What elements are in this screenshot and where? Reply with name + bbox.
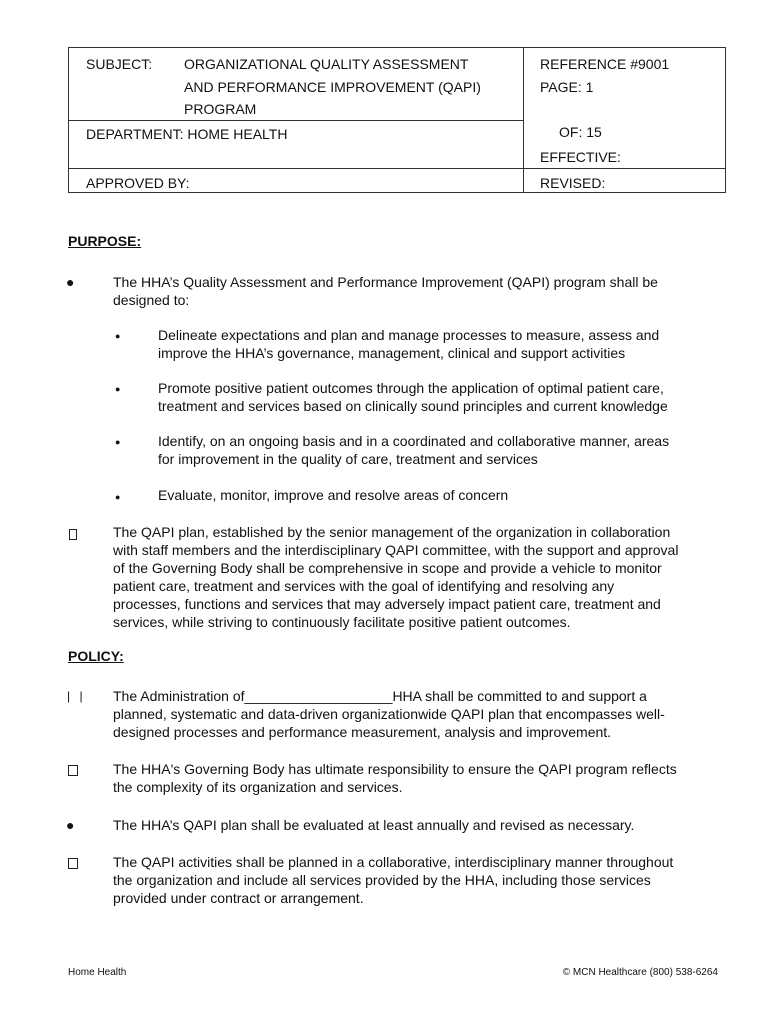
approved-by: APPROVED BY: <box>86 175 190 191</box>
bullet-icon: ● <box>115 331 121 341</box>
checkbox-icon <box>68 762 78 780</box>
header-divider <box>523 48 524 192</box>
text-line: improve the HHA’s governance, management, clinical and support activities <box>158 345 626 361</box>
qapi-plan-paragraph <box>113 523 678 631</box>
checkbox-icon <box>69 526 77 544</box>
purpose-subitem <box>158 326 659 362</box>
bullet-icon: | | <box>67 689 86 703</box>
subject-line: PROGRAM <box>184 101 257 117</box>
policy-item <box>113 816 634 834</box>
effective-date: EFFECTIVE: <box>540 149 621 165</box>
header-rule <box>69 120 523 121</box>
text-line: treatment and services based on clinically sound principles and current knowledge <box>158 398 668 414</box>
bullet-icon: ● <box>66 274 75 290</box>
text-line: Identify, on an ongoing basis and in a coordinated and collaborative manner, areas <box>158 433 670 449</box>
text-line: processes, functions and services that may adversely impact patient care, treatment and <box>113 596 661 612</box>
subject-line: ORGANIZATIONAL QUALITY ASSESSMENT <box>184 56 469 72</box>
text-line: provided under contract or arrangement. <box>113 890 364 906</box>
text-line: Delineate expectations and plan and manage processes to measure, assess and <box>158 327 660 343</box>
footer-right: © MCN Healthcare (800) 538-6264 <box>562 967 718 978</box>
text-line: the organization and include all services provided by the HHA, including those services <box>113 872 651 888</box>
page-count: OF: 15 <box>559 124 602 140</box>
policy-heading: POLICY: <box>68 648 124 664</box>
text-line: The Administration of___________________HHA shall be committed to and support a <box>113 688 647 704</box>
header-table <box>68 47 726 193</box>
text-line: The HHA's Governing Body has ultimate responsibility to ensure the QAPI program reflects <box>113 761 677 777</box>
bullet-icon: ● <box>115 384 121 394</box>
text-line: Evaluate, monitor, improve and resolve areas of concern <box>158 487 509 503</box>
text-line: Promote positive patient outcomes through the application of optimal patient care, <box>158 380 664 396</box>
header-rule <box>523 168 725 169</box>
bullet-icon: ● <box>66 817 75 833</box>
text-line: services, while striving to continuously facilitate positive patient outcomes. <box>113 614 571 630</box>
reference-number: REFERENCE #9001 <box>540 56 670 72</box>
bullet-icon: ● <box>115 492 121 502</box>
page-number: PAGE: 1 <box>540 79 594 95</box>
checkbox-icon <box>68 855 78 873</box>
subject-line: AND PERFORMANCE IMPROVEMENT (QAPI) <box>184 79 481 95</box>
purpose-subitem <box>158 432 669 468</box>
revised-date: REVISED: <box>540 175 606 191</box>
text-line: patient care, treatment and services with the goal of identifying and resolving any <box>113 578 615 594</box>
text-line: of the Governing Body shall be comprehensive in scope and provide a vehicle to monitor <box>113 560 662 576</box>
text-line: designed processes and performance measurement, analysis and improvement. <box>113 724 612 740</box>
purpose-heading: PURPOSE: <box>68 233 142 249</box>
text-line: The QAPI plan, established by the senior management of the organization in collaboration <box>113 524 671 540</box>
text-line: The HHA’s Quality Assessment and Performance Improvement (QAPI) program shall be <box>113 274 658 290</box>
text-line: with staff members and the interdisciplinary QAPI committee, with the support and approval <box>113 542 679 558</box>
policy-item <box>113 760 677 796</box>
footer-left: Home Health <box>68 967 127 978</box>
header-rule <box>69 168 523 169</box>
purpose-intro <box>113 273 658 309</box>
text-line: The QAPI activities shall be planned in a collaborative, interdisciplinary manner throughout <box>113 854 674 870</box>
text-line: for improvement in the quality of care, treatment and services <box>158 451 538 467</box>
text-line: The HHA’s QAPI plan shall be evaluated at least annually and revised as necessary. <box>113 817 635 833</box>
purpose-subitem <box>158 486 508 504</box>
text-line: the complexity of its organization and services. <box>113 779 403 795</box>
subject-label: SUBJECT: <box>86 56 153 72</box>
policy-item <box>113 853 673 907</box>
department: DEPARTMENT: HOME HEALTH <box>86 126 288 142</box>
bullet-icon: ● <box>115 437 121 447</box>
text-line: planned, systematic and data-driven organizationwide QAPI plan that encompasses well- <box>113 706 665 722</box>
text-line: designed to: <box>113 292 190 308</box>
policy-item <box>113 687 665 741</box>
purpose-subitem <box>158 379 668 415</box>
